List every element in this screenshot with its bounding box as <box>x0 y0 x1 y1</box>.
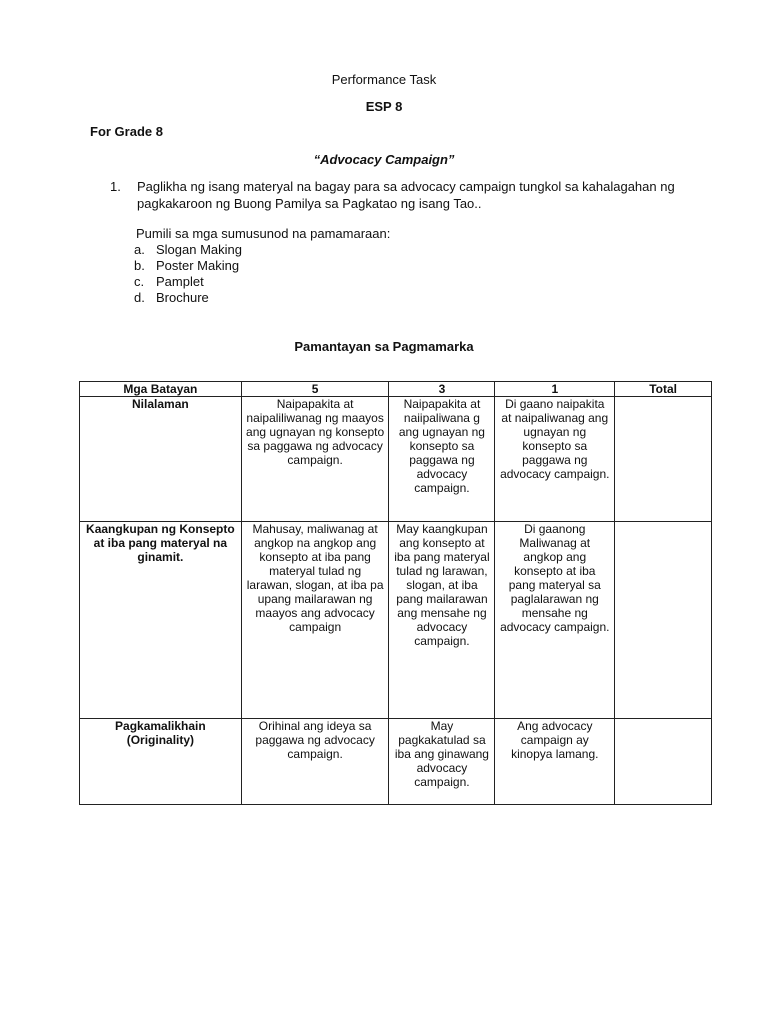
score-3-cell: Naipapakita at naiipaliwana g ang ugnayan ng konsepto sa paggawa ng advocacy campaign. <box>389 397 495 522</box>
header-total: Total <box>615 382 712 397</box>
option-letter: c. <box>134 274 145 289</box>
option-label: Slogan Making <box>156 242 242 257</box>
choose-label: Pumili sa mga sumusunod na pamamaraan: <box>136 226 391 241</box>
score-5-cell: Mahusay, maliwanag at angkop na angkop ang konsepto at iba pang materyal tulad ng larawan, slogan, at iba pa upang mailarawan ng maayos ang advocacy campaign <box>241 522 389 719</box>
table-header-row <box>80 382 712 397</box>
header-criteria: Mga Batayan <box>80 382 242 397</box>
score-1-cell: Ang advocacy campaign ay kinopya lamang. <box>495 719 615 805</box>
option-label: Pamplet <box>156 274 204 289</box>
score-3-cell: May pagkakatulad sa iba ang ginawang advocacy campaign. <box>389 719 495 805</box>
option-letter: d. <box>134 290 145 305</box>
table-row <box>80 522 712 719</box>
table-row <box>80 719 712 805</box>
list-item <box>134 290 390 306</box>
total-cell <box>615 719 712 805</box>
score-5-cell: Naipapakita at naipaliliwanag ng maayos ang ugnayan ng konsepto sa paggawa ng advocacy campaign. <box>241 397 389 522</box>
list-item <box>134 274 390 290</box>
header-score-1: 1 <box>495 382 615 397</box>
campaign-title: “Advocacy Campaign” <box>313 152 455 167</box>
total-cell <box>615 522 712 719</box>
list-item <box>134 242 390 258</box>
option-letter: a. <box>134 242 145 257</box>
option-label: Brochure <box>156 290 209 305</box>
criterion-cell: Pagkamalikhain (Originality) <box>80 719 242 805</box>
score-1-cell: Di gaanong Maliwanag at angkop ang konsepto at iba pang materyal sa paglalarawan ng mensahe ng advocacy campaign. <box>495 522 615 719</box>
option-letter: b. <box>134 258 145 273</box>
score-1-cell: Di gaano naipakita at naipaliwanag ang ugnayan ng konsepto sa paggawa ng advocacy campaign. <box>495 397 615 522</box>
score-3-cell: May kaangkupan ang konsepto at iba pang materyal tulad ng larawan, slogan, at iba pang mailarawan ang mensahe ng advocacy campaign. <box>389 522 495 719</box>
instruction-text: Paglikha ng isang materyal na bagay para sa advocacy campaign tungkol sa kahalagahan ng pagkakaroon ng Buong Pamilya sa Pagkatao ng isang Tao.. <box>137 179 675 211</box>
options-list <box>136 226 390 306</box>
total-cell <box>615 397 712 522</box>
criterion-cell: Kaangkupan ng Konsepto at iba pang materyal na ginamit. <box>80 522 242 719</box>
list-item <box>134 258 390 274</box>
document-title: Performance Task <box>331 72 437 87</box>
header-score-5: 5 <box>241 382 389 397</box>
rubric-title: Pamantayan sa Pagmamarka <box>294 339 474 354</box>
grade-label: For Grade 8 <box>90 124 163 139</box>
rubric-table <box>79 381 712 805</box>
header-score-3: 3 <box>389 382 495 397</box>
score-5-cell: Orihinal ang ideya sa paggawa ng advocacy campaign. <box>241 719 389 805</box>
subject-label: ESP 8 <box>365 99 403 114</box>
instruction-number: 1. <box>110 179 121 194</box>
table-row <box>80 397 712 522</box>
option-label: Poster Making <box>156 258 240 273</box>
criterion-cell: Nilalaman <box>80 397 242 522</box>
